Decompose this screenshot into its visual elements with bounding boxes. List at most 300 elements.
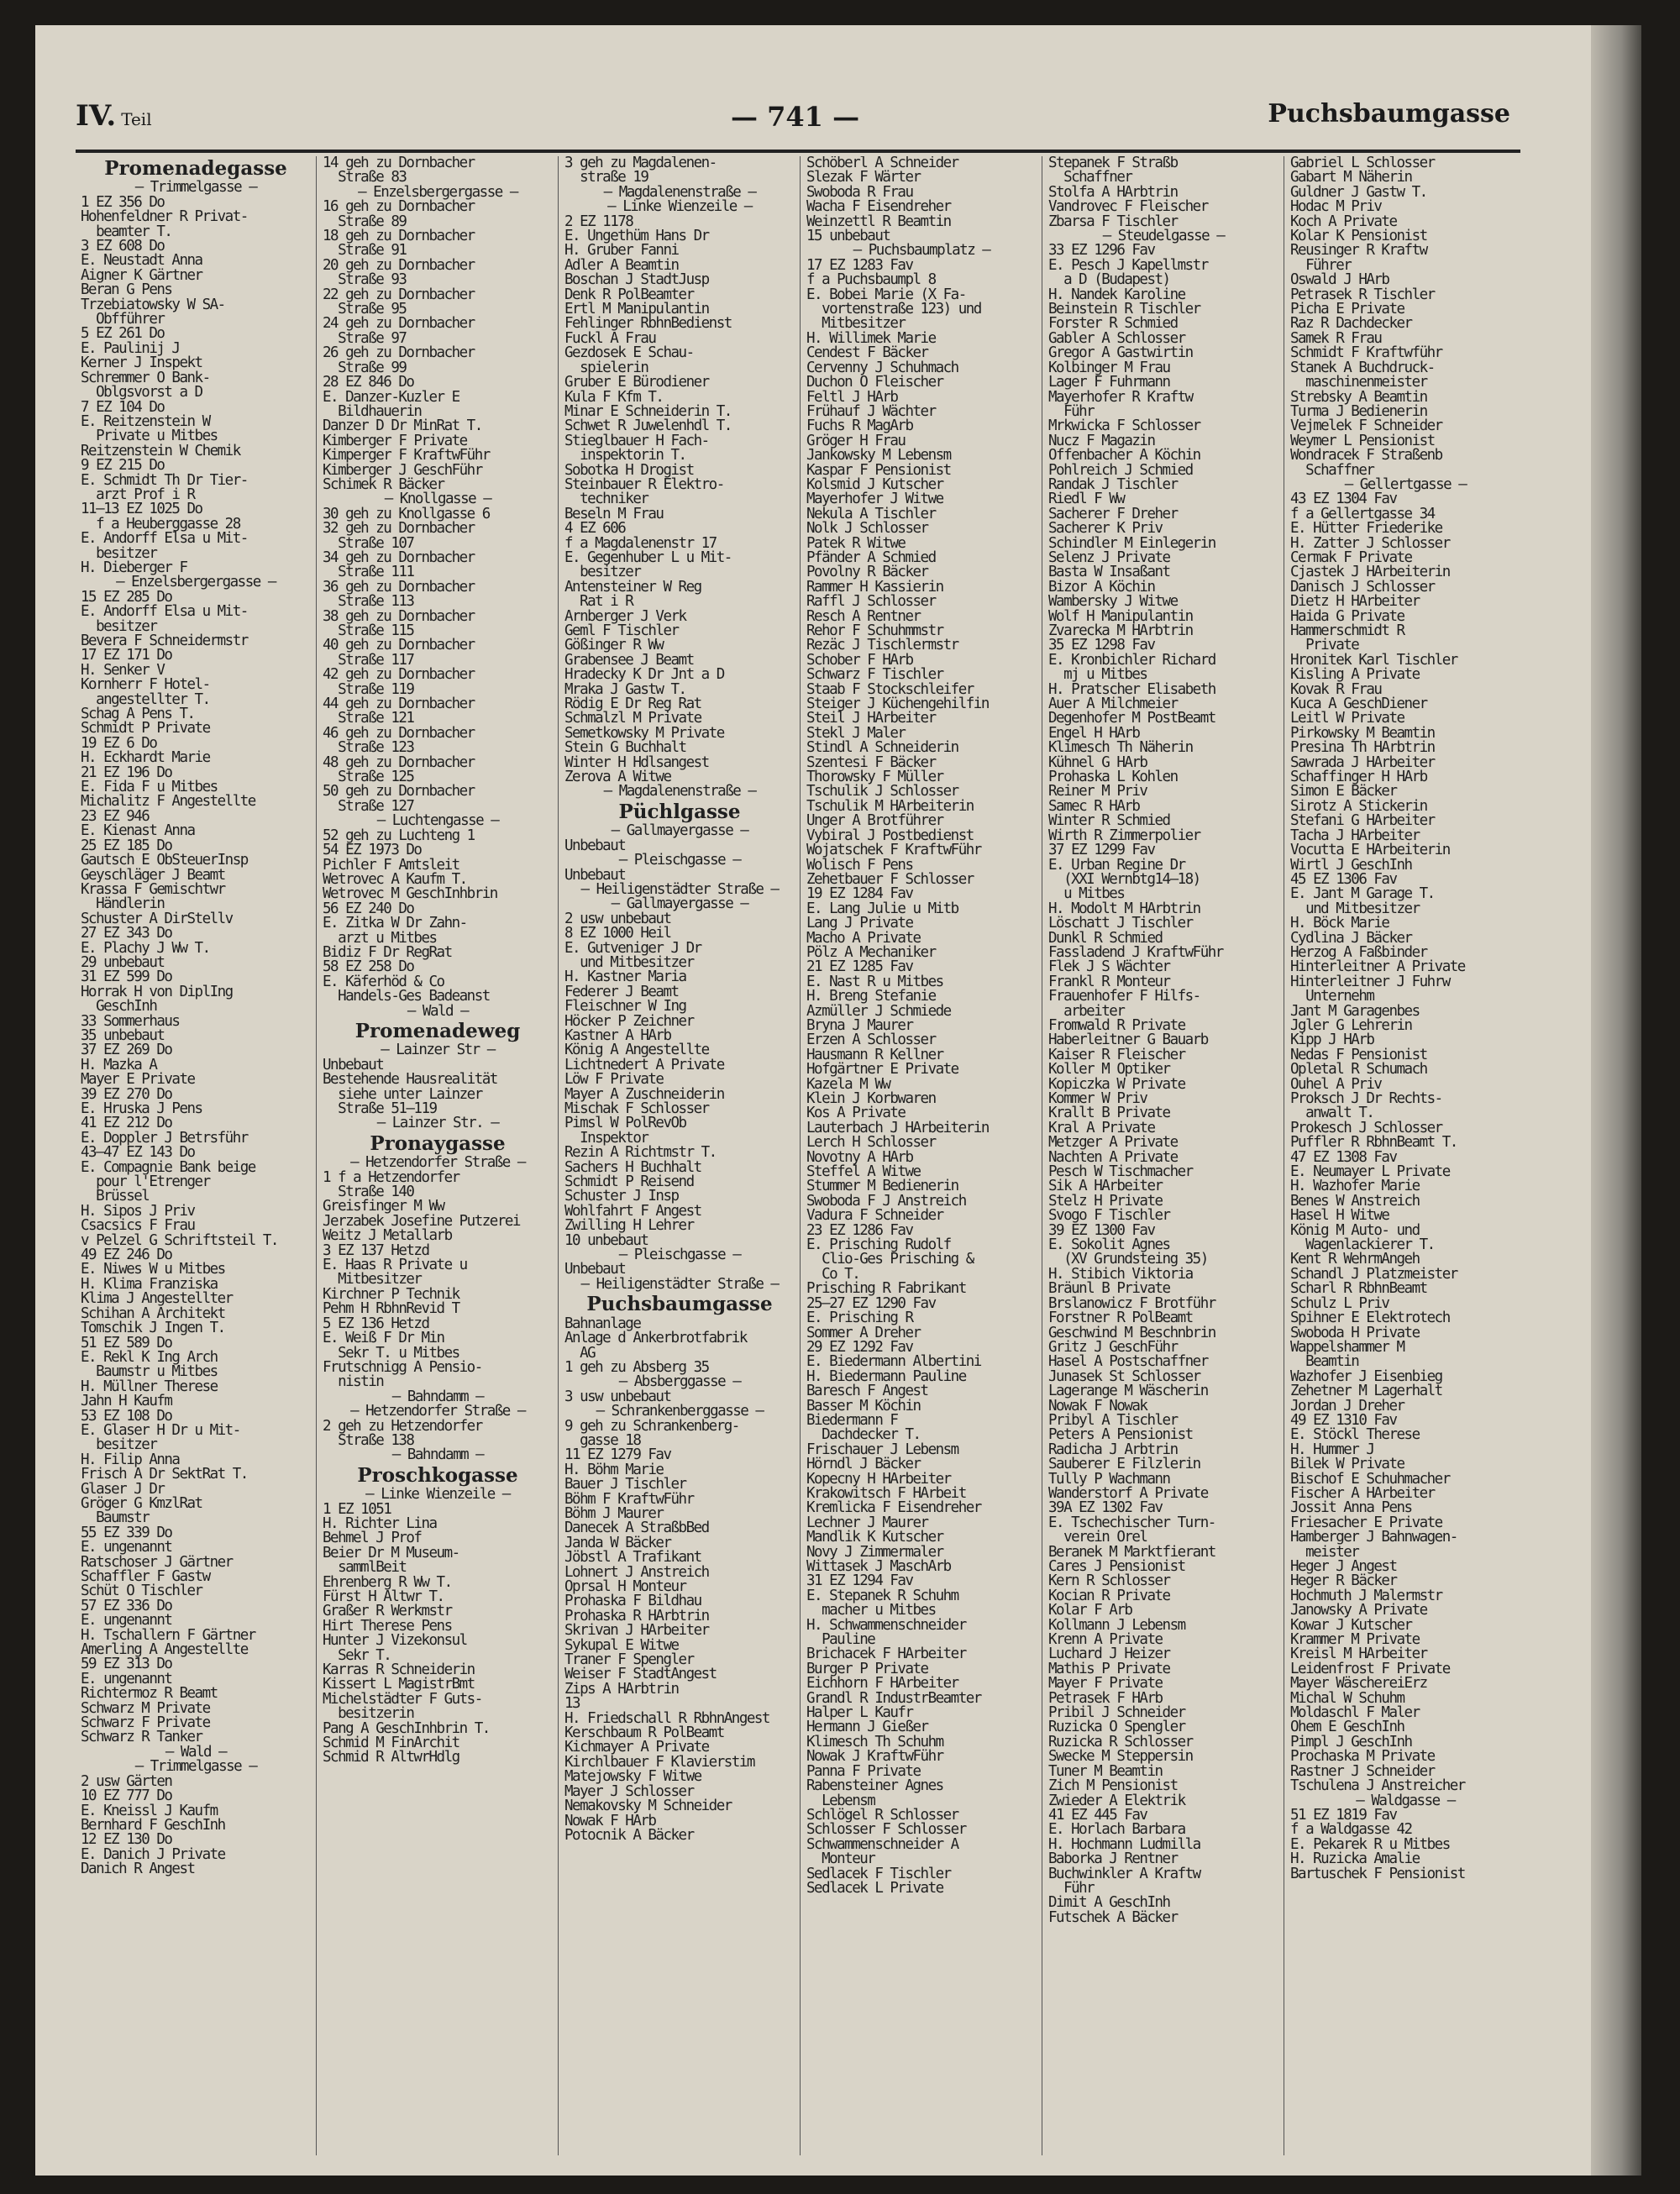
directory-line: E. Neumayer L Private (1290, 1163, 1450, 1181)
directory-line: Zwilling H Lehrer (564, 1217, 694, 1235)
directory-line: Sirotz A Stickerin (1290, 797, 1427, 815)
directory-line: Graßer R Werkmstr (323, 1603, 452, 1620)
directory-line: Pfänder A Schmied (806, 548, 936, 566)
directory-line: Hunter J Vizekonsul (323, 1632, 467, 1650)
directory-line: Kolbinger M Frau (1048, 359, 1170, 376)
directory-line: Beranek M Marktfierant (1048, 1543, 1215, 1561)
directory-line: Grabensee J Beamt (564, 651, 694, 669)
directory-line: E. Gutveniger J Dr (564, 939, 701, 957)
directory-line: Straße 119 (323, 680, 414, 698)
directory-line: Kirchlbauer F Klavierstim (564, 1753, 754, 1771)
directory-line: Gröger H Frau (806, 432, 906, 449)
directory-line: Scharl R RbhnBeamt (1290, 1280, 1427, 1298)
directory-line: H. Böck Marie (1290, 915, 1389, 932)
directory-line: Frankl R Monteur (1048, 973, 1170, 990)
directory-line: Ratschoser J Gärtner (81, 1553, 233, 1571)
directory-line: 54 EZ 1973 Do (323, 842, 422, 859)
column-1 (76, 156, 317, 2155)
directory-line: Wolf H Manipulantin (1048, 607, 1193, 625)
directory-line: Picha E Private (1290, 301, 1404, 318)
directory-line: angestellter T. (81, 690, 210, 708)
directory-line: Nekula A Tischler (806, 505, 936, 522)
directory-line: E. Andorff Elsa u Mit- (81, 530, 248, 548)
directory-line: Hasel H Witwe (1290, 1207, 1389, 1225)
directory-line: Private (1290, 637, 1359, 654)
directory-line: Burger P Private (806, 1660, 928, 1677)
directory-line: H. Wazhofer Marie (1290, 1178, 1420, 1195)
directory-line: Weinzettl R Beamtin (806, 213, 951, 230)
directory-line: Hofgärtner E Private (806, 1061, 958, 1079)
directory-line: Pauline (806, 1631, 875, 1649)
cross-street-marker: — Lainzer Str — (381, 1042, 495, 1059)
directory-line: E. Kneissl J Kaufm (81, 1802, 218, 1819)
directory-line: Weitz J Metallarb (323, 1227, 452, 1245)
directory-line: Straße 125 (323, 769, 414, 786)
directory-line: E. Kronbichler Richard (1048, 651, 1215, 669)
cross-street-marker: — Lainzer Str. — (376, 1115, 499, 1132)
cross-street-marker: — Trimmelgasse — (134, 1758, 257, 1776)
directory-line: Novotny A HArb (806, 1148, 913, 1166)
directory-line: Straße 91 (323, 242, 407, 260)
directory-line: Schremmer O Bank- (81, 369, 210, 386)
directory-line: Schmid M FinArchit (323, 1735, 459, 1752)
directory-line: Bauer J Tischler (564, 1476, 686, 1493)
directory-line: Futschek A Bäcker (1048, 1908, 1178, 1926)
directory-line: gasse 18 (564, 1431, 641, 1449)
directory-line: Gröger G KmzlRat (81, 1494, 202, 1512)
directory-line: H. Hochmann Ludmilla (1048, 1835, 1200, 1853)
directory-line: E. Jant M Garage T. (1290, 885, 1435, 903)
directory-line: Offenbacher A Köchin (1048, 447, 1200, 465)
directory-line: Jankowsky M Lebensm (806, 447, 951, 465)
cross-street-marker: — Enzelsbergergasse — (116, 574, 276, 591)
directory-line: 45 EZ 1306 Fav (1290, 870, 1397, 888)
directory-line: 35 unbebaut (81, 1026, 165, 1044)
directory-line: H. Schwammenschneider (806, 1616, 966, 1634)
directory-line: Spihner E Elektrotech (1290, 1310, 1450, 1327)
directory-line: nistin (323, 1373, 384, 1391)
directory-line: Selenz J Private (1048, 548, 1170, 566)
directory-line: Zehetner M Lagerhalt (1290, 1383, 1442, 1400)
directory-line: H. Müllner Therese (81, 1378, 218, 1395)
directory-line: 40 geh zu Dornbacher (323, 637, 475, 654)
directory-line: Krammer M Private (1290, 1631, 1420, 1649)
directory-line: Beier Dr M Museum- (323, 1544, 459, 1562)
directory-line: 35 EZ 1298 Fav (1048, 637, 1155, 654)
running-title: Puchsbaumgasse (1268, 99, 1510, 129)
directory-line: Kühnel G HArb (1048, 753, 1147, 771)
directory-line: 2 geh zu Hetzendorfer (323, 1417, 482, 1435)
directory-line: Krallt B Private (1048, 1105, 1170, 1122)
directory-line: Baumstr u Mitbes (81, 1363, 218, 1381)
directory-line: 1 EZ 1051 (323, 1500, 391, 1518)
directory-line: Unger A Brotführer (806, 812, 943, 830)
directory-line: Bischof E Schuhmacher (1290, 1470, 1450, 1488)
directory-line: Geyschläger J Beamt (81, 866, 225, 884)
header-rule (76, 150, 1520, 153)
directory-line: Führ (1048, 402, 1095, 420)
directory-line: Baumstr (81, 1509, 150, 1527)
directory-line: E. ungenannt (81, 1612, 172, 1630)
directory-line: Frisch A Dr SektRat T. (81, 1466, 248, 1483)
directory-line: Straße 93 (323, 271, 407, 289)
directory-line: Karras R Schneiderin (323, 1661, 475, 1679)
directory-line: Engel H HArb (1048, 724, 1140, 742)
directory-line: Gritz J GeschFühr (1048, 1338, 1178, 1356)
directory-line: E. Neustadt Anna (81, 252, 202, 270)
directory-line: Prisching R Fabrikant (806, 1280, 966, 1298)
directory-line: Antensteiner W Reg (564, 578, 701, 596)
directory-line: Koch A Private (1290, 213, 1397, 230)
directory-line: Haida G Private (1290, 607, 1404, 625)
directory-line: Raz R Dachdecker (1290, 315, 1412, 333)
directory-line: E. Stepanek R Schuhm (806, 1587, 958, 1604)
directory-line: Vandrovec F Fleischer (1048, 198, 1208, 216)
directory-line: E. Kienast Anna (81, 822, 195, 840)
directory-line: Wetrovec M GeschInhbrin (323, 885, 497, 903)
directory-line: E. Tschechischer Turn- (1048, 1514, 1215, 1531)
directory-line: H. Sipos J Priv (81, 1202, 195, 1220)
directory-line: beamter T. (81, 223, 172, 240)
directory-line: Moldaschl F Maler (1290, 1704, 1420, 1722)
directory-line: Straße 99 (323, 359, 407, 376)
directory-line: 16 geh zu Dornbacher (323, 198, 475, 216)
cross-street-marker: — Steudelgasse — (1102, 228, 1225, 245)
directory-line: Lichtnedert A Private (564, 1056, 724, 1073)
directory-line: Schwet R Juwelenhdl T. (564, 417, 732, 435)
directory-line: Vocutta E HArbeiterin (1290, 842, 1450, 859)
directory-line: Steinbauer R Elektro- (564, 475, 724, 493)
directory-line: E. Schmidt Th Dr Tier- (81, 471, 248, 489)
directory-line: mj u Mitbes (1048, 666, 1147, 684)
directory-line: Geml F Tischler (564, 622, 679, 639)
directory-line: Azmüller J Schmiede (806, 1002, 951, 1020)
directory-line: Presina Th HArbtrin (1290, 739, 1435, 757)
directory-line: besitzer (81, 544, 157, 562)
directory-line: Hamberger J Bahnwagen- (1290, 1529, 1457, 1546)
directory-line: Petrasek F HArb (1048, 1689, 1163, 1707)
directory-line: Straße 51—119 (323, 1100, 437, 1117)
directory-line: Bräunl B Private (1048, 1280, 1170, 1298)
directory-line: Nedas F Pensionist (1290, 1046, 1427, 1063)
column-3 (559, 156, 801, 2155)
directory-line: 53 EZ 108 Do (81, 1407, 172, 1425)
directory-line: 2 EZ 1178 (564, 213, 633, 230)
directory-line: Fuckl A Frau (564, 329, 656, 347)
directory-line: Basser M Köchin (806, 1397, 921, 1415)
directory-line: Horrak H von DiplIng (81, 983, 233, 1000)
directory-line: Lerch H Schlosser (806, 1134, 936, 1152)
directory-line: Bizor A Köchin (1048, 578, 1155, 596)
directory-line: Erzen A Schlosser (806, 1031, 936, 1049)
directory-line: f a Waldgasse 42 (1290, 1821, 1412, 1839)
directory-line: 2 usw Gärten (81, 1772, 172, 1790)
directory-line: Rabensteiner Agnes (806, 1777, 943, 1795)
directory-line: Mitbesitzer (806, 315, 906, 333)
directory-line: Danecek A StraßbBed (564, 1520, 709, 1537)
directory-line: Degenhofer M PostBeamt (1048, 710, 1215, 727)
directory-line: Obfführer (81, 311, 165, 328)
directory-line: Reitzenstein W Chemik (81, 442, 240, 459)
directory-line: Geschwind M Beschnbrin (1048, 1324, 1215, 1341)
directory-line: Gabler A Schlosser (1048, 329, 1185, 347)
directory-line: Schlosser F Schlosser (806, 1821, 966, 1839)
directory-line: Kern R Schlosser (1048, 1572, 1170, 1590)
directory-line: inspektorin T. (564, 447, 686, 465)
directory-line: Unbebaut (564, 866, 626, 884)
directory-line: Ehrenberg R Ww T. (323, 1573, 452, 1591)
directory-line: Prohaska F Bildhau (564, 1593, 701, 1610)
directory-line: Traner F Spengler (564, 1651, 694, 1669)
directory-line: Minar E Schneiderin T. (564, 402, 732, 420)
directory-line: Kovak R Frau (1290, 680, 1382, 698)
directory-line: 28 EZ 846 Do (323, 374, 414, 391)
page-number: — 741 — (731, 101, 860, 133)
cross-street-marker: — Linke Wienzeile — (365, 1486, 510, 1504)
directory-line: siehe unter Lainzer (323, 1085, 482, 1103)
directory-line: pour l'Etrenger (81, 1173, 210, 1191)
directory-line: H. Mazka A (81, 1056, 157, 1073)
directory-line: 23 EZ 1286 Fav (806, 1221, 913, 1239)
directory-line: Sobotka H Drogist (564, 461, 694, 479)
directory-line: 31 EZ 599 Do (81, 968, 172, 986)
directory-line: v Pelzel G Schriftsteil T. (81, 1231, 278, 1249)
directory-line: Zich M Pensionist (1048, 1777, 1178, 1795)
directory-line: Potocnik A Bäcker (564, 1826, 694, 1844)
directory-line: Sik A HArbeiter (1048, 1178, 1163, 1195)
directory-line: Kimperger F KraftwFühr (323, 447, 490, 465)
directory-line: 23 EZ 946 (81, 807, 150, 825)
directory-line: Dachdecker T. (806, 1426, 921, 1444)
directory-line: Unbebaut (564, 1261, 626, 1278)
directory-line: Svogo F Tischler (1048, 1207, 1170, 1225)
directory-line: E. Gegenhuber L u Mit- (564, 548, 732, 566)
directory-line: Pribil J Schneider (1048, 1704, 1185, 1722)
directory-line: Höcker P Zeichner (564, 1012, 694, 1030)
directory-line: Schihan A Architekt (81, 1304, 225, 1322)
directory-line: E. Lang Julie u Mitb (806, 900, 958, 917)
directory-line: Povolny R Bäcker (806, 564, 928, 581)
directory-line: Friesacher E Private (1290, 1514, 1442, 1531)
directory-line: Mayer E Private (81, 1071, 195, 1089)
directory-line: 22 geh zu Dornbacher (323, 286, 475, 303)
cross-street-marker: — Heiligenstädter Straße — (580, 880, 779, 898)
directory-line: Tully P Wachmann (1048, 1470, 1170, 1488)
directory-line: Kreisl M HArbeiter (1290, 1646, 1427, 1663)
directory-line: Rezin A Richtmstr T. (564, 1144, 717, 1162)
directory-line: 33 EZ 1296 Fav (1048, 242, 1155, 260)
directory-line: E. Pesch J Kapellmstr (1048, 256, 1208, 274)
directory-line: Fleischner W Ing (564, 998, 686, 1016)
directory-line: H. Biedermann Pauline (806, 1367, 966, 1385)
directory-line: AG (564, 1344, 596, 1362)
directory-line: 1 geh zu Absberg 35 (564, 1358, 709, 1376)
directory-line: Pesch W Tischmacher (1048, 1163, 1193, 1181)
directory-line: Fischer A HArbeiter (1290, 1484, 1435, 1502)
directory-line: maschinenmeister (1290, 374, 1427, 391)
directory-line: Schmalzl M Private (564, 710, 701, 727)
directory-line: 30 geh zu Knollgasse 6 (323, 505, 490, 522)
directory-line: 19 EZ 1284 Fav (806, 885, 913, 903)
directory-line: 21 EZ 1285 Fav (806, 958, 913, 976)
directory-line: H. Klima Franziska (81, 1275, 218, 1293)
directory-line: E. Horlach Barbara (1048, 1821, 1185, 1839)
directory-line: Fehlinger RbhnBedienst (564, 315, 732, 333)
directory-line: Fuchs R MagArb (806, 417, 913, 435)
directory-line: 32 geh zu Dornbacher (323, 520, 475, 538)
directory-line: Hradecky K Dr Jnt a D (564, 666, 724, 684)
directory-line: 46 geh zu Dornbacher (323, 724, 475, 742)
directory-line: Unbebaut (564, 837, 626, 854)
directory-line: Rehor F Schuhmmstr (806, 622, 943, 639)
directory-line: H. Zatter J Schlosser (1290, 534, 1450, 552)
directory-line: Klein J Korbwaren (806, 1090, 936, 1107)
directory-line: Heger J Angest (1290, 1558, 1397, 1575)
directory-line: Michal W Schuhm (1290, 1689, 1404, 1707)
directory-line: Cermak F Private (1290, 548, 1412, 566)
directory-line: Pichler F Amtsleit (323, 856, 459, 874)
directory-line: Trzebiatowsky W SA- (81, 296, 225, 313)
directory-line: Steiger J Küchengehilfin (806, 695, 989, 713)
directory-line: E. Hütter Friederike (1290, 520, 1442, 538)
directory-line: 37 EZ 1299 Fav (1048, 842, 1155, 859)
directory-line: Kos A Private (806, 1105, 906, 1122)
directory-line: Wetrovec A Kaufm T. (323, 870, 467, 888)
directory-line: Rat i R (564, 593, 633, 611)
directory-line: 36 geh zu Dornbacher (323, 578, 475, 596)
cross-street-marker: — Waldgasse — (1356, 1792, 1455, 1809)
directory-line: 29 unbebaut (81, 953, 165, 971)
cross-street-marker: — Schrankenberggasse — (596, 1403, 764, 1420)
directory-line: Winter H Hdlsangest (564, 753, 709, 771)
directory-line: Leitl W Private (1290, 710, 1404, 727)
directory-line: (XV Grundsteing 35) (1048, 1251, 1208, 1268)
directory-line: Reusinger R Kraftw (1290, 242, 1427, 260)
directory-line: Kuca A GeschDiener (1290, 695, 1427, 713)
directory-line: arbeiter (1048, 1002, 1125, 1020)
cross-street-marker: — Luchtengasse — (376, 812, 499, 830)
directory-line: Schlögel R Schlosser (806, 1806, 958, 1824)
directory-line: Weymer L Pensionist (1290, 432, 1435, 449)
directory-line: spielerin (564, 359, 648, 376)
directory-line: besitzer (81, 617, 157, 635)
directory-line: Gautsch E ObSteuerInsp (81, 852, 248, 869)
street-heading: Promenadeweg (354, 1019, 521, 1042)
directory-line: Stepanek F Straßb (1048, 156, 1178, 171)
directory-line: Kral A Private (1048, 1119, 1155, 1136)
directory-line: E. Nast R u Mitbes (806, 973, 943, 990)
directory-line: Metzger A Private (1048, 1134, 1178, 1152)
directory-line: Kipp J HArb (1290, 1031, 1374, 1049)
directory-line: Denk R PolBeamter (564, 286, 694, 303)
cross-street-marker: — Gallmayergasse — (611, 822, 748, 840)
directory-line: Sedlacek F Tischler (806, 1865, 951, 1882)
directory-line: Boschan J StadtJusp (564, 271, 709, 289)
directory-line: Straße 111 (323, 564, 414, 581)
directory-line: Peters A Pensionist (1048, 1426, 1193, 1444)
directory-line: 10 EZ 777 Do (81, 1787, 172, 1805)
directory-line: Ohem E GeschInh (1290, 1719, 1404, 1736)
directory-line: Matejowsky F Witwe (564, 1768, 701, 1786)
directory-line: Schandl J Platzmeister (1290, 1265, 1457, 1283)
directory-line: Behmel J Prof (323, 1530, 422, 1547)
directory-line: 2 usw unbebaut (564, 910, 671, 927)
cross-street-marker: — Absberggasse — (618, 1373, 741, 1391)
directory-line: Thorowsky F Müller (806, 769, 943, 786)
directory-line: Swoboda H Private (1290, 1324, 1420, 1341)
directory-line: Winter R Schmied (1048, 812, 1170, 830)
directory-line: Wanderstorf A Private (1048, 1484, 1208, 1502)
directory-line: 39A EZ 1302 Fav (1048, 1499, 1163, 1517)
directory-line: 15 EZ 285 Do (81, 588, 172, 606)
directory-line: Tacha J HArbeiter (1290, 827, 1420, 844)
directory-line: 11 EZ 1279 Fav (564, 1446, 671, 1464)
directory-line: Clio-Ges Prisching & (806, 1251, 974, 1268)
directory-line: Auer A Milchmeier (1048, 695, 1178, 713)
directory-line: 11—13 EZ 1025 Do (81, 501, 202, 518)
directory-line: Baresch F Angest (806, 1383, 928, 1400)
directory-line: Cydlina J Bäcker (1290, 929, 1412, 947)
directory-line: E. Rekl K Ing Arch (81, 1348, 218, 1366)
directory-line: Schindler M Einlegerin (1048, 534, 1215, 552)
directory-line: Nemakovsky M Schneider (564, 1798, 732, 1815)
directory-line: Kopiczka W Private (1048, 1075, 1185, 1093)
directory-line: Janowsky A Private (1290, 1602, 1427, 1619)
directory-line: (XXI Wernbtg14—18) (1048, 870, 1200, 888)
directory-line: E. Compagnie Bank beige (81, 1158, 255, 1176)
directory-line: E. Stöckl Therese (1290, 1426, 1420, 1444)
directory-line: 7 EZ 104 Do (81, 398, 165, 416)
directory-line: 8 EZ 1000 Heil (564, 925, 671, 942)
directory-line: Kazela M Ww (806, 1075, 890, 1093)
directory-line: 3 geh zu Magdalenen- (564, 156, 717, 171)
directory-line: 14 geh zu Dornbacher (323, 156, 475, 171)
directory-line: Mayerhofer R Kraftw (1048, 388, 1193, 406)
directory-line: Mischak F Schlosser (564, 1100, 709, 1117)
directory-line: 49 EZ 246 Do (81, 1247, 172, 1264)
directory-line: Stieglbauer H Fach- (564, 432, 709, 449)
directory-line: Prochaska M Private (1290, 1748, 1435, 1766)
directory-line: Jerzabek Josefine Putzerei (323, 1212, 520, 1230)
directory-line: Panna F Private (806, 1762, 921, 1780)
directory-line: Straße 127 (323, 797, 414, 815)
directory-line: Stefani G HArbeiter (1290, 812, 1435, 830)
directory-line: Stindl A Schneiderin (806, 739, 958, 757)
directory-line: E. Bobei Marie (X Fa- (806, 286, 966, 303)
directory-line: a D (Budapest) (1048, 271, 1170, 289)
directory-line: Wacha F Eisendreher (806, 198, 951, 216)
directory-line: 50 geh zu Dornbacher (323, 783, 475, 800)
cross-street-marker: — Bahndamm — (391, 1388, 484, 1405)
directory-line: Sachers H Buchhalt (564, 1158, 701, 1176)
street-heading: Proschkogasse (357, 1463, 518, 1487)
directory-line: Rastner J Schneider (1290, 1762, 1435, 1780)
directory-line: Schüt O Tischler (81, 1583, 202, 1600)
directory-line: Danisch J Schlosser (1290, 578, 1435, 596)
directory-line: Simon E Bäcker (1290, 783, 1397, 800)
directory-line: E. Reitzenstein W (81, 412, 210, 430)
directory-line: H. Böhm Marie (564, 1461, 664, 1478)
directory-line: Stolfa A HArbtrin (1048, 183, 1178, 201)
directory-line: Janda W Bäcker (564, 1534, 671, 1551)
directory-line: Private u Mitbes (81, 428, 218, 445)
directory-line: Wirtl J GeschInh (1290, 856, 1412, 874)
directory-line: 51 EZ 589 Do (81, 1334, 172, 1352)
directory-line: Patek R Witwe (806, 534, 906, 552)
directory-line: 25—27 EZ 1290 Fav (806, 1294, 936, 1312)
directory-line: Kisling A Private (1290, 666, 1420, 684)
directory-line: besitzer (81, 1436, 157, 1454)
